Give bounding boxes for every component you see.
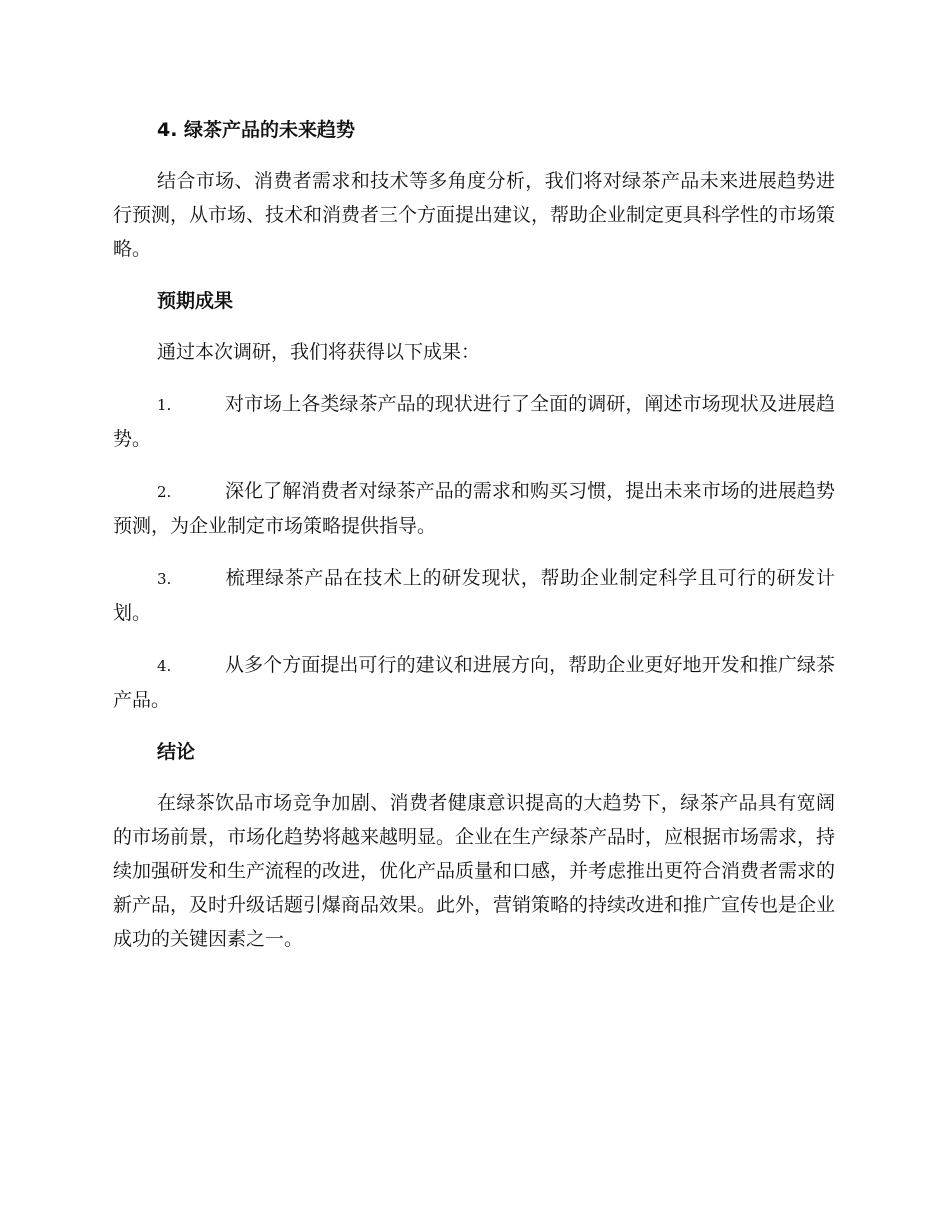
section-heading-future-trends: 4. 绿茶产品的未来趋势 [157,119,356,141]
list-item [113,561,835,630]
list-item-text: 深化了解消费者对绿茶产品的需求和购买习惯，提出未来市场的进展趋势预测，为企业制定市场策略提供指导。 [113,480,835,537]
list-item-number: 2. [157,483,172,501]
list-item [113,474,835,543]
document-body [113,113,835,956]
list-item [113,387,835,456]
conclusion-paragraph: 在绿茶饮品市场竞争加剧、消费者健康意识提高的大趋势下，绿茶产品具有宽阔的市场前景，市场化趋势将越来越明显。企业在生产绿茶产品时，应根据市场需求，持续加强研发和生产流程的改进，优化产品质量和口感，并考虑推出更符合消费者需求的新产品，及时升级话题引爆商品效果。此外，营销策略的持续改进和推广宣传也是企业成功的关键因素之一。 [113,792,836,950]
section-heading-conclusion: 结论 [157,741,196,763]
list-item-number: 1. [157,396,172,414]
list-item-text: 梳理绿茶产品在技术上的研发现状，帮助企业制定科学且可行的研发计划。 [113,567,835,624]
list-item-text: 对市场上各类绿茶产品的现状进行了全面的调研，阐述市场现状及进展趋势。 [113,393,835,450]
list-item [113,648,835,717]
list-item-text: 从多个方面提出可行的建议和进展方向，帮助企业更好地开发和推广绿茶产品。 [113,654,835,711]
list-item-number: 4. [157,657,172,675]
list-item-number: 3. [157,570,172,588]
future-trends-paragraph: 结合市场、消费者需求和技术等多角度分析，我们将对绿茶产品未来进展趋势进行预测，从市场、技术和消费者三个方面提出建议，帮助企业制定更具科学性的市场策略。 [113,170,836,260]
section-heading-expected-results: 预期成果 [157,290,234,312]
expected-results-intro: 通过本次调研，我们将获得以下成果： [157,341,481,363]
